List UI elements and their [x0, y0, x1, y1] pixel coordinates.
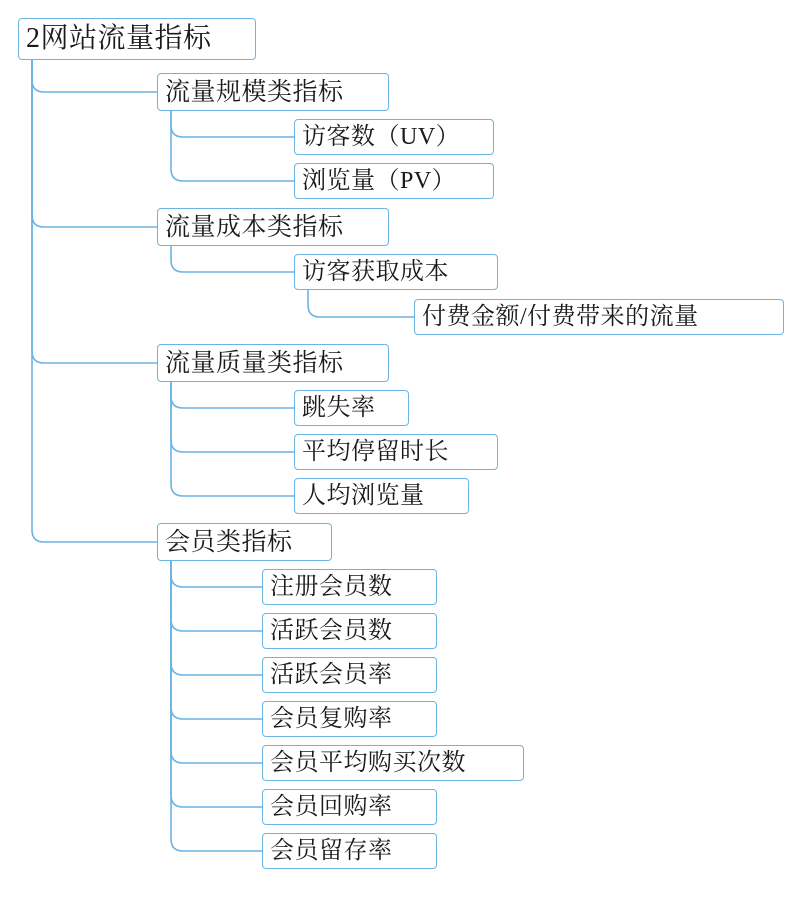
mindmap-connector: [32, 60, 157, 92]
mindmap-connector: [171, 561, 262, 763]
mindmap-connector: [171, 246, 294, 272]
mindmap-connector: [171, 382, 294, 408]
mindmap-node[interactable]: 跳失率: [294, 390, 409, 426]
mindmap-node[interactable]: 会员平均购买次数: [262, 745, 524, 781]
mindmap-node[interactable]: 付费金额/付费带来的流量: [414, 299, 784, 335]
mindmap-connector: [171, 382, 294, 452]
mindmap-connector: [171, 561, 262, 631]
mindmap-node[interactable]: 流量成本类指标: [157, 208, 389, 246]
mindmap-node[interactable]: 访客获取成本: [294, 254, 498, 290]
mindmap-node[interactable]: 平均停留时长: [294, 434, 498, 470]
mindmap-connector: [171, 111, 294, 181]
mindmap-node[interactable]: 注册会员数: [262, 569, 437, 605]
mindmap-connector: [32, 60, 157, 542]
mindmap-node[interactable]: 活跃会员率: [262, 657, 437, 693]
mindmap-node[interactable]: 会员类指标: [157, 523, 332, 561]
mindmap-connector: [171, 111, 294, 137]
mindmap-connector: [308, 290, 414, 317]
mindmap-node[interactable]: 人均浏览量: [294, 478, 469, 514]
mindmap-node[interactable]: 流量规模类指标: [157, 73, 389, 111]
mindmap-connector: [171, 561, 262, 851]
mindmap-connector: [171, 561, 262, 807]
mindmap-connector: [171, 561, 262, 719]
mindmap-connector: [171, 382, 294, 496]
mindmap-connector: [32, 60, 157, 363]
mindmap-node[interactable]: 会员留存率: [262, 833, 437, 869]
mindmap-connector: [171, 561, 262, 587]
mindmap-node[interactable]: 活跃会员数: [262, 613, 437, 649]
mindmap-connector: [32, 60, 157, 227]
mindmap-node[interactable]: 会员回购率: [262, 789, 437, 825]
mindmap-node[interactable]: 流量质量类指标: [157, 344, 389, 382]
mindmap-node[interactable]: 会员复购率: [262, 701, 437, 737]
mindmap-node[interactable]: 浏览量（PV）: [294, 163, 494, 199]
mindmap-node[interactable]: 访客数（UV）: [294, 119, 494, 155]
mindmap-root-node[interactable]: 2网站流量指标: [18, 18, 256, 60]
mindmap-connector: [171, 561, 262, 675]
